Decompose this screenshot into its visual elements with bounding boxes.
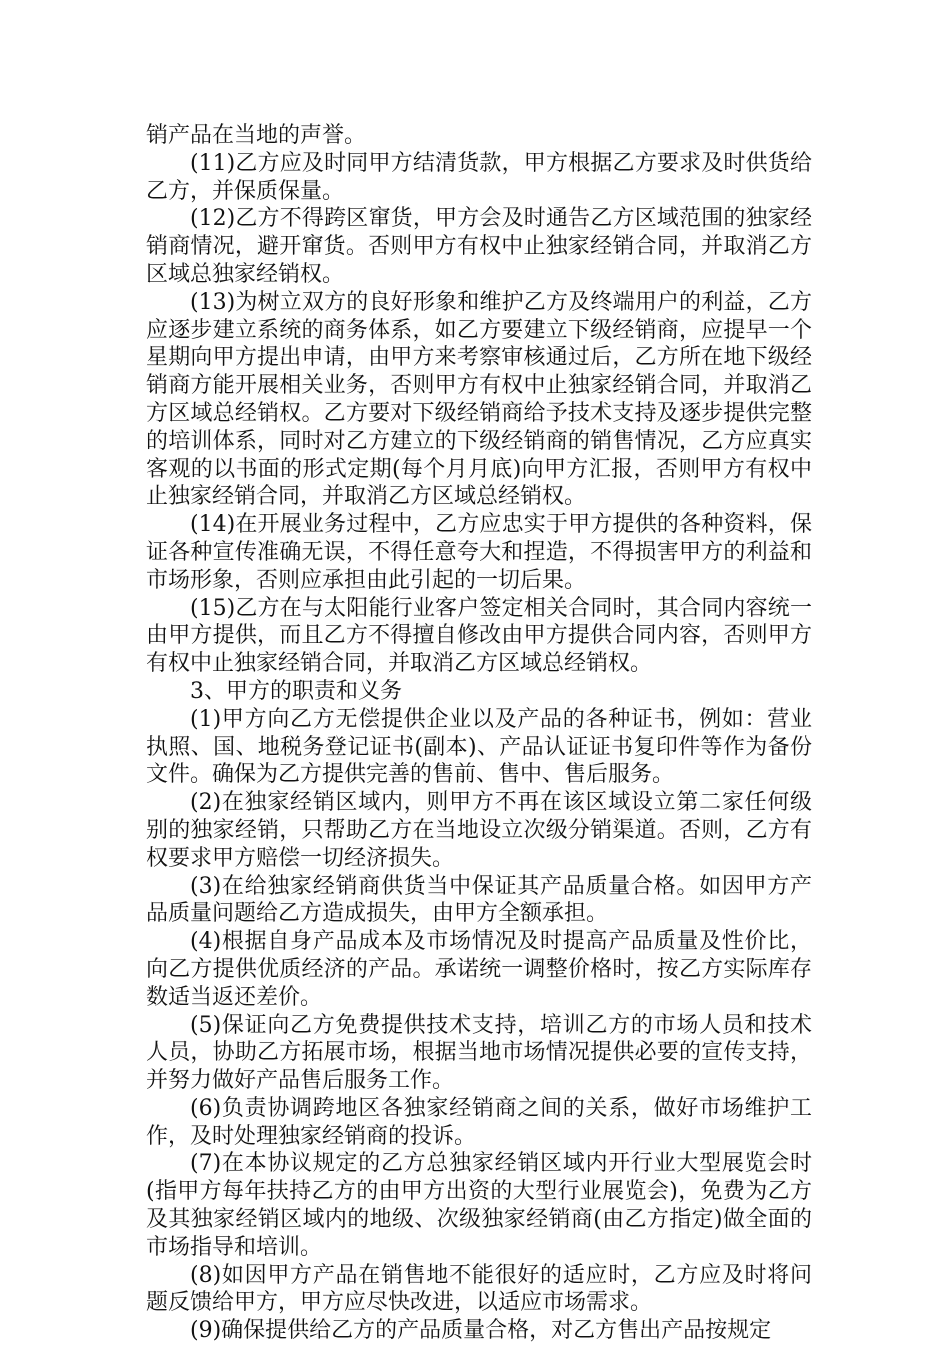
paragraph-duty-2: (2)在独家经销区域内，则甲方不再在该区域设立第二家任何级别的独家经销，只帮助乙方在当地设立次级分销渠道。否则，乙方有权要求甲方赔偿一切经济损失。 [146,790,812,871]
paragraph-duty-5: (5)保证向乙方免费提供技术支持，培训乙方的市场人员和技术人员，协助乙方拓展市场，根据当地市场情况提供必要的宣传支持，并努力做好产品售后服务工作。 [146,1012,812,1094]
paragraph-duty-7: (7)在本协议规定的乙方总独家经销区域内开行业大型展览会时(指甲方每年扶持乙方的由甲方出资的大型行业展览会)，免费为乙方及其独家经销区域内的地级、次级独家经销商(由乙方指定)做全面的市场指导和培训。 [146,1151,812,1260]
paragraph-clause-11: (11)乙方应及时同甲方结清货款，甲方根据乙方要求及时供货给乙方，并保质保量。 [146,150,812,204]
section-heading-party-a-duties: 3、甲方的职责和义务 [190,678,402,704]
document-body [146,122,812,1345]
paragraph-duty-9: (9)确保提供给乙方的产品质量合格，对乙方售出产品按规定 [190,1318,772,1344]
paragraph-duty-1: (1)甲方向乙方无偿提供企业以及产品的各种证书，例如：营业执照、国、地税务登记证书(副本)、产品认证证书复印件等作为备份文件。确保为乙方提供完善的售前、售中、售后服务。 [146,706,812,788]
paragraph-duty-3: (3)在给独家经销商供货当中保证其产品质量合格。如因甲方产品质量问题给乙方造成损失，由甲方全额承担。 [146,873,812,927]
paragraph-duty-8: (8)如因甲方产品在销售地不能很好的适应时，乙方应及时将问题反馈给甲方，甲方应尽快改进，以适应市场需求。 [146,1262,812,1316]
paragraph-duty-6: (6)负责协调跨地区各独家经销商之间的关系，做好市场维护工作，及时处理独家经销商的投诉。 [146,1095,812,1149]
paragraph-clause-13: (13)为树立双方的良好形象和维护乙方及终端用户的利益，乙方应逐步建立系统的商务体系，如乙方要建立下级经销商，应提早一个星期向甲方提出申请，由甲方来考察审核通过后，乙方所在地下级经销商方能开展相关业务，否则甲方有权中止独家经销合同，并取消乙方区域总经销权。乙方要对下级经销商给予技术支持及逐步提供完整的培训体系，同时对乙方建立的下级经销商的销售情况，乙方应真实客观的以书面的形式定期(每个月月底)向甲方汇报，否则甲方有权中止独家经销合同，并取消乙方区域总经销权。 [146,289,812,510]
paragraph-clause-12: (12)乙方不得跨区窜货，甲方会及时通告乙方区域范围的独家经销商情况，避开窜货。否则甲方有权中止独家经销合同，并取消乙方区域总独家经销权。 [146,206,812,287]
paragraph-continuation: 销产品在当地的声誉。 [146,123,367,148]
paragraph-clause-14: (14)在开展业务过程中，乙方应忠实于甲方提供的各种资料，保证各种宣传准确无误，不得任意夸大和捏造，不得损害甲方的利益和市场形象，否则应承担由此引起的一切后果。 [146,512,812,593]
paragraph-duty-4: (4)根据自身产品成本及市场情况及时提高产品质量及性价比，向乙方提供优质经济的产品。承诺统一调整价格时，按乙方实际库存数适当返还差价。 [146,929,812,1010]
paragraph-clause-15: (15)乙方在与太阳能行业客户签定相关合同时，其合同内容统一由甲方提供，而且乙方不得擅自修改由甲方提供合同内容，否则甲方有权中止独家经销合同，并取消乙方区域总经销权。 [146,595,812,677]
